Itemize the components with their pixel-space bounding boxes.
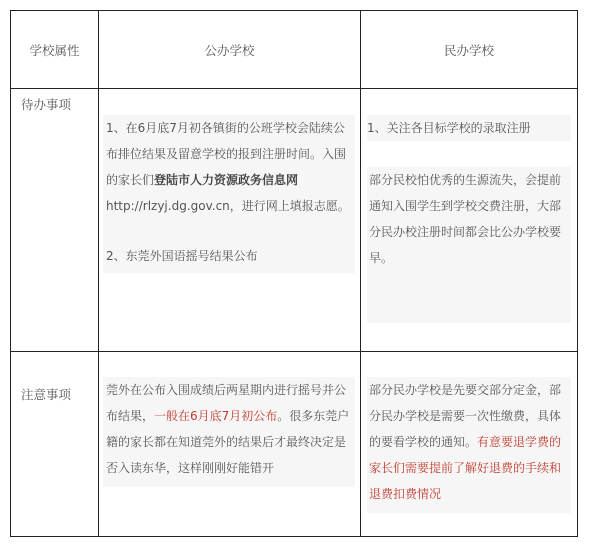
row-label-todo: 待办事项 bbox=[21, 97, 72, 112]
public-todo-url-line: http://rlzyj.dg.gov.cn，进行网上填报志愿。 bbox=[106, 199, 350, 213]
public-notes-line: 莞外在公布入围成绩后两星期内进行摇号并公 bbox=[106, 383, 347, 397]
private-todo-cell-body bbox=[367, 167, 571, 323]
refund-highlight: 有意要退学费的 bbox=[477, 435, 562, 449]
private-todo-line: 通知入围学生到学校交费注册，大部 bbox=[369, 199, 562, 213]
column-divider bbox=[98, 11, 99, 536]
private-todo-line: 1、关注各目标学校的录取注册 bbox=[367, 115, 571, 141]
announce-time-highlight: 一般在6月底7月初公布 bbox=[154, 409, 278, 423]
row-divider bbox=[11, 88, 577, 89]
column-divider bbox=[360, 11, 361, 536]
public-notes-line: 否入读东华，这样刚刚好能错开 bbox=[106, 461, 275, 475]
hr-website-name: 登陆市人力资源政务信息网 bbox=[154, 173, 299, 187]
header-school-attribute: 学校属性 bbox=[29, 42, 80, 58]
private-todo-line: 部分民校怕优秀的生源流失，会提前 bbox=[369, 173, 562, 187]
public-todo-line: 布排位结果及留意学校的报到注册时间。入围 bbox=[106, 147, 347, 161]
private-notes-line: 的要看学校的通知。有意要退学费的 bbox=[369, 435, 562, 449]
private-todo-line: 分民办校注册时间都会比公办学校要 bbox=[369, 225, 562, 239]
row-label-notes: 注意事项 bbox=[21, 387, 72, 402]
header-private-school: 民办学校 bbox=[443, 42, 494, 58]
public-todo-line: 的家长们登陆市人力资源政务信息网 bbox=[106, 173, 299, 187]
info-table bbox=[10, 10, 578, 537]
public-todo-line: 2、东莞外国语摇号结果公布 bbox=[106, 249, 258, 263]
private-notes-line: 家长们需要提前了解好退费的手续和 bbox=[369, 461, 562, 475]
row-divider bbox=[11, 351, 577, 352]
private-notes-line: 部分民办学校是先要交部分定金，部 bbox=[369, 383, 562, 397]
public-notes-line: 籍的家长都在知道莞外的结果后才最终决定是 bbox=[106, 435, 347, 449]
private-todo-cell bbox=[367, 115, 571, 141]
public-todo-line: 1、在6月底7月初各镇街的公班学校会陆续公 bbox=[106, 121, 345, 135]
private-notes-line: 退费扣费情况 bbox=[369, 487, 442, 501]
header-public-school: 公办学校 bbox=[204, 42, 255, 58]
public-notes-line: 布结果，一般在6月底7月初公布。很多东莞户 bbox=[106, 409, 350, 423]
private-notes-line: 分民办学校是需要一次性缴费，具体 bbox=[369, 409, 562, 423]
public-todo-cell bbox=[103, 115, 355, 273]
private-todo-line: 早。 bbox=[369, 251, 394, 265]
private-notes-cell bbox=[367, 377, 571, 513]
public-notes-cell bbox=[103, 377, 355, 487]
